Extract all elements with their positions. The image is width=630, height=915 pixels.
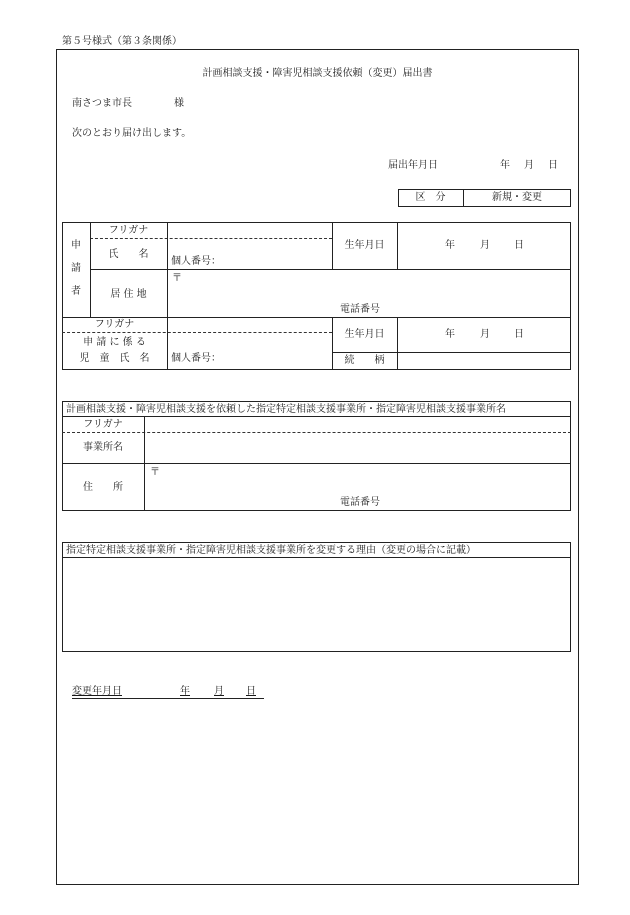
reason-table [62,542,571,652]
child-personal-number-label: 個人番号： [171,353,221,364]
applicant-postal-mark: 〒 [172,273,182,284]
office-address-label: 住 所 [83,482,123,493]
applicant-birth-year: 年 [445,240,455,251]
addressee-mayor: 南さつま市長 [72,98,132,109]
change-date-label: 変更年月日 [72,686,122,697]
office-name-label: 事業所名 [83,442,123,453]
applicant-furigana-label: フリガナ [108,225,149,236]
office-table [62,401,571,511]
applicant-group-label-1: 申 [71,240,81,251]
child-birth-date-label: 生年月日 [344,329,385,340]
applicant-personal-number-label: 個人番号： [171,256,221,267]
child-relationship-label: 続 柄 [344,355,385,366]
applicant-phone-label: 電話番号 [340,304,380,315]
reason-header: 指定特定相談支援事業所・指定障害児相談支援事業所を変更する理由（変更の場合に記載） [66,545,476,556]
filing-date-label: 届出年月日 [388,160,438,171]
office-phone-label: 電話番号 [340,497,380,508]
applicant-name-label: 氏 名 [108,249,149,260]
intro-text: 次のとおり届け出します。 [72,128,192,139]
office-furigana-label: フリガナ [83,419,123,430]
office-header: 計画相談支援・障害児相談支援を依頼した指定特定相談支援事業所・指定障害児相談支援事業所名 [66,404,506,415]
change-date-year: 年 [180,686,190,697]
form-number: 第５号様式（第３条関係） [62,36,182,47]
filing-date-month: 月 [524,160,534,171]
child-birth-month: 月 [480,329,490,340]
child-label-line1: 申 請 に 係 る [83,337,146,348]
child-furigana-label: フリガナ [94,319,135,330]
filing-date-year: 年 [500,160,510,171]
addressee-honorific: 様 [174,98,184,109]
category-value: 新規・変更 [492,192,542,203]
applicant-birth-month: 月 [480,240,490,251]
child-label-line2: 児 童 氏 名 [79,353,150,364]
applicant-birth-day: 日 [514,240,524,251]
child-birth-year: 年 [445,329,455,340]
form-title: 計画相談支援・障害児相談支援依頼（変更）届出書 [202,68,433,79]
child-birth-day: 日 [514,329,524,340]
change-date-month: 月 [214,686,224,697]
change-date-line [72,686,264,698]
change-date-day: 日 [246,686,256,697]
applicant-group-label-3: 者 [71,286,81,297]
category-label: 区 分 [415,192,446,203]
applicant-address-label: 居 住 地 [110,289,147,300]
filing-date-day: 日 [548,160,558,171]
office-postal-mark: 〒 [150,467,160,478]
applicant-birth-date-label: 生年月日 [344,240,385,251]
applicant-group-label-2: 請 [71,263,81,274]
